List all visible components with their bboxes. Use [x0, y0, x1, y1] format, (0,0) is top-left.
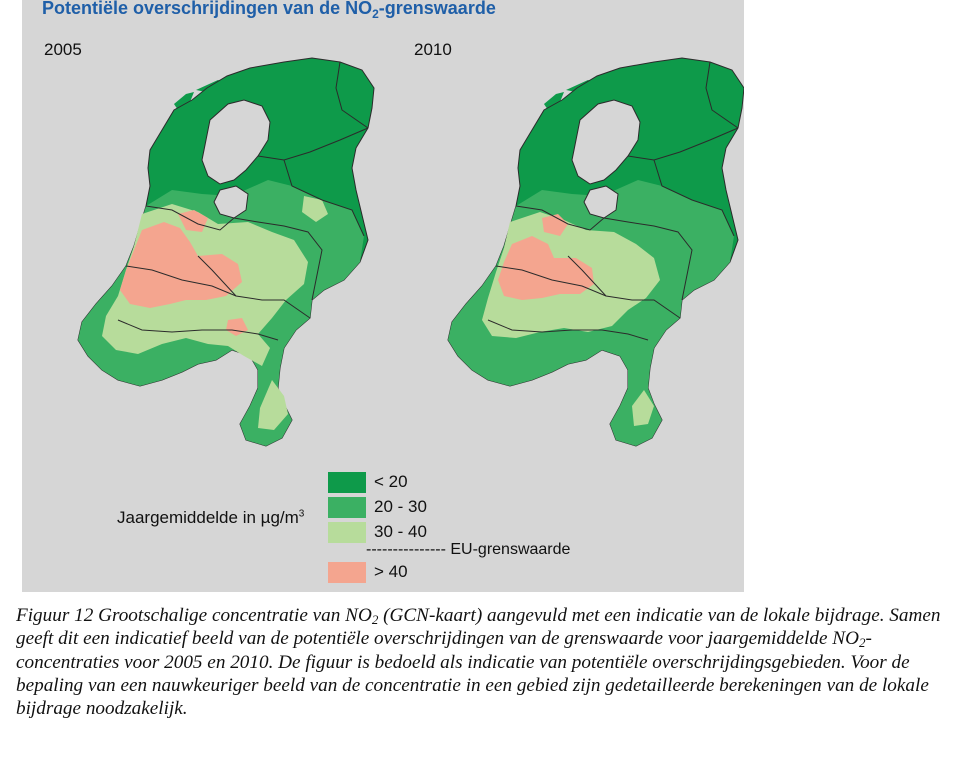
- map-year-2005: 2005: [44, 40, 82, 59]
- legend-swatch-30-40: [328, 522, 366, 543]
- legend-label-30-40: 30 - 40: [374, 522, 427, 541]
- figure-title: Potentiële overschrijdingen van de $NO_2$-grenswaarde: [42, 0, 496, 21]
- map-2005: [78, 58, 374, 446]
- map-2010: [448, 58, 744, 446]
- maps-canvas: [22, 0, 744, 470]
- legend-swatch-lt20: [328, 472, 366, 493]
- map-year-2010: 2010: [414, 40, 452, 59]
- legend-swatch-gt40: [328, 562, 366, 583]
- legend-eu-threshold: --------------- EU-grenswaarde: [366, 541, 571, 558]
- legend-label-lt20: < 20: [374, 472, 408, 491]
- legend-swatch-20-30: [328, 497, 366, 518]
- figure-caption: Figuur 12 Grootschalige concentratie van $NO_2$ (GCN-kaart) aangevuld met een indicatie van de lokale bijdrage. Samen geeft dit een indicatief beeld van de potentiële overschrijdingen van de grenswaarde voor jaargemiddelde $NO_2$-concentraties voor 2005 en 2010. De figuur is bedoeld als indicatie van potentiële overschrijdingsgebieden. Voor de bepaling van een nauwkeuriger beeld van de concentratie in een gebied zijn gedetailleerde berekeningen van de lokale bijdrage noodzakelijk.: [16, 605, 941, 720]
- figure-panel: [22, 0, 744, 592]
- legend-label-20-30: 20 - 30: [374, 497, 427, 516]
- legend-title: Jaargemiddelde in $\mu g/m^3$: [117, 508, 305, 527]
- legend-label-gt40: > 40: [374, 562, 408, 581]
